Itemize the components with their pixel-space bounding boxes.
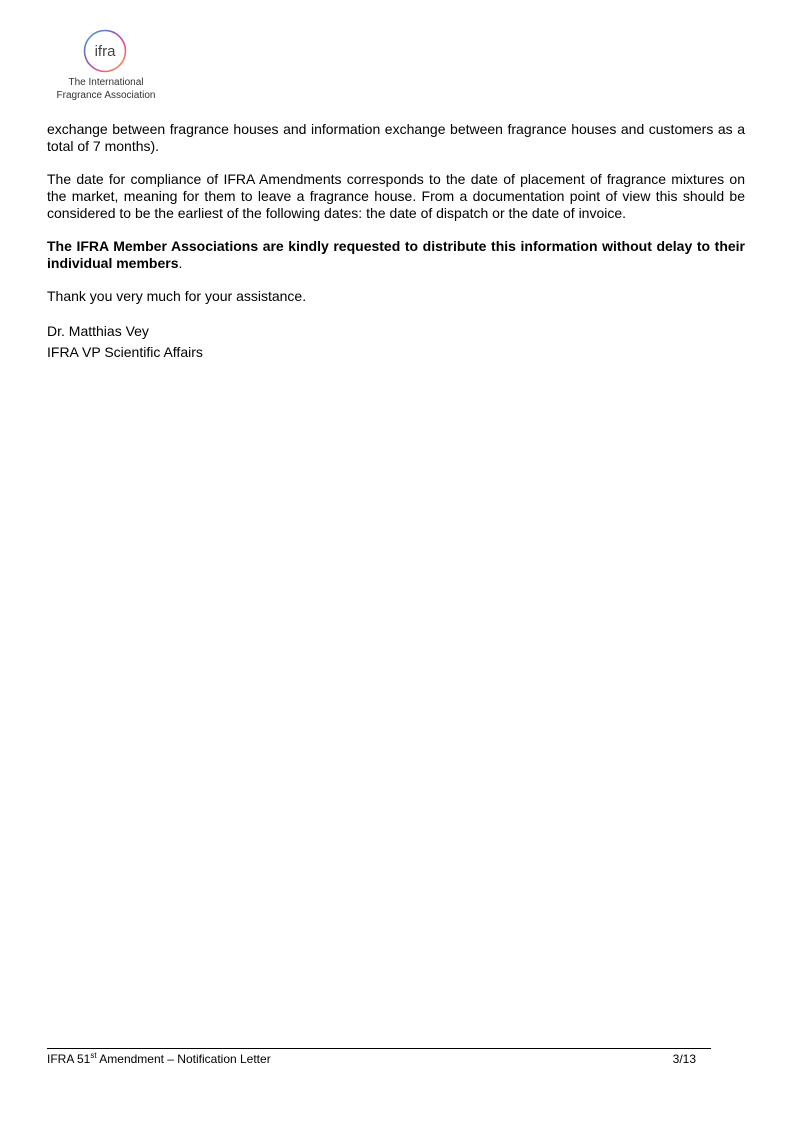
paragraph-distribution-request bbox=[47, 238, 745, 272]
footer-divider bbox=[47, 1048, 711, 1049]
logo-tagline-line-1: The International bbox=[68, 77, 144, 88]
paragraph-thanks: Thank you very much for your assistance. bbox=[47, 288, 307, 304]
letter-body bbox=[47, 121, 745, 363]
paragraph-compliance-date: The date for compliance of IFRA Amendments corresponds to the date of placement of fragrance mixtures on the market, meaning for them to leave a fragrance house. From a documentation point of view this should be considered to be the earliest of the following dates: the date of dispatch or the date of invoice. bbox=[47, 171, 745, 221]
distribution-request-bold: The IFRA Member Associations are kindly requested to distribute this information without delay to their individual members bbox=[47, 238, 745, 271]
footer-document-title bbox=[47, 1052, 271, 1067]
signatory-title: IFRA VP Scientific Affairs bbox=[47, 344, 203, 360]
paragraph-continuation: exchange between fragrance houses and information exchange between fragrance houses and customers as a total of 7 months). bbox=[47, 121, 745, 154]
signature-block bbox=[47, 321, 745, 363]
ifra-logo-mark bbox=[82, 28, 128, 74]
footer-title-prefix: IFRA 51 bbox=[47, 1052, 91, 1066]
ifra-logo-wordmark: ifra bbox=[94, 43, 116, 60]
footer-title-suffix: Amendment – Notification Letter bbox=[96, 1052, 271, 1066]
logo-tagline-line-2: Fragrance Association bbox=[56, 90, 156, 101]
page-number: 3/13 bbox=[672, 1052, 696, 1066]
distribution-request-end: . bbox=[178, 255, 183, 271]
footer-title-superscript: st bbox=[90, 1051, 97, 1060]
signatory-name: Dr. Matthias Vey bbox=[47, 323, 149, 339]
ifra-logo bbox=[50, 26, 162, 104]
